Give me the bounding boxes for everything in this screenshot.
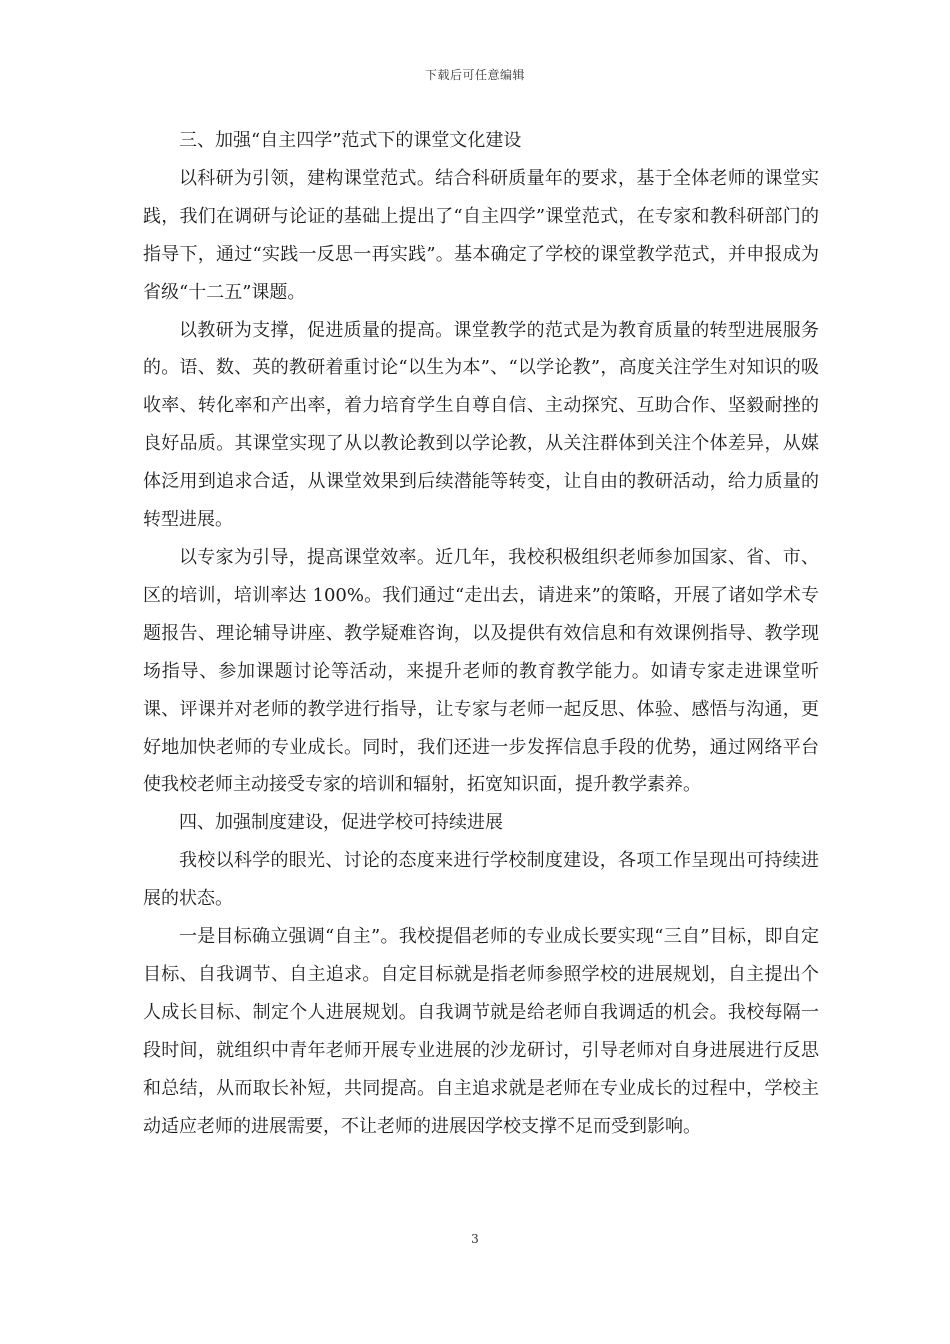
page-number: 3: [471, 1232, 479, 1246]
section-heading-3: 三、加强“自主四学”范式下的课堂文化建设: [179, 130, 522, 151]
page-header: 下载后可任意编辑: [424, 68, 525, 82]
document-body: [143, 122, 819, 1145]
paragraph: 一是目标确立强调“自主”。我校提倡老师的专业成长要实现“三自”目标，即自定目标、自我调节、自主追求。自定目标就是指老师参照学校的进展规划，自主提出个人成长目标、制定个人进展规划。自我调节就是给老师自我调适的机会。我校每隔一段时间，就组织中青年老师开展专业进展的沙龙研讨，引导老师对自身进展进行反思和总结，从而取长补短，共同提高。自主追求就是老师在专业成长的过程中，学校主动适应老师的进展需要，不让老师的进展因学校支撑不足而受到影响。: [143, 926, 819, 1137]
section-heading-4: 四、加强制度建设，促进学校可持续进展: [179, 812, 503, 834]
paragraph: 以科研为引领，建构课堂范式。结合科研质量年的要求，基于全体老师的课堂实践，我们在调研与论证的基础上提出了“自主四学”课堂范式，在专家和教科研部门的指导下，通过“实践一反思一再实践”。基本确定了学校的课堂教学范式，并申报成为省级“十二五”课题。: [143, 167, 819, 303]
paragraph: 以专家为引导，提高课堂效率。近几年，我校积极组织老师参加国家、省、市、区的培训，培训率达 100%。我们通过“走出去，请进来”的策略，开展了诸如学术专题报告、理论辅导讲座、教学疑难咨询，以及提供有效信息和有效课例指导、教学现场指导、参加课题讨论等活动，来提升老师的教育教学能力。如请专家走进课堂听课、评课并对老师的教学进行指导，让专家与老师一起反思、体验、感悟与沟通，更好地加快老师的专业成长。同时，我们还进一步发挥信息手段的优势，通过网络平台使我校老师主动接受专家的培训和辐射，拓宽知识面，提升教学素养。: [143, 546, 819, 796]
paragraph: 我校以科学的眼光、讨论的态度来进行学校制度建设，各项工作呈现出可持续进展的状态。: [143, 850, 819, 910]
paragraph: 以教研为支撑，促进质量的提高。课堂教学的范式是为教育质量的转型进展服务的。语、数、英的教研着重讨论“以生为本”、“以学论教”，高度关注学生对知识的吸收率、转化率和产出率，着力培育学生自尊自信、主动探究、互助合作、坚毅耐挫的良好品质。其课堂实现了从以教论教到以学论教，从关注群体到关注个体差异，从媒体泛用到追求合适，从课堂效果到后续潜能等转变，让自由的教研活动，给力质量的转型进展。: [143, 319, 819, 531]
